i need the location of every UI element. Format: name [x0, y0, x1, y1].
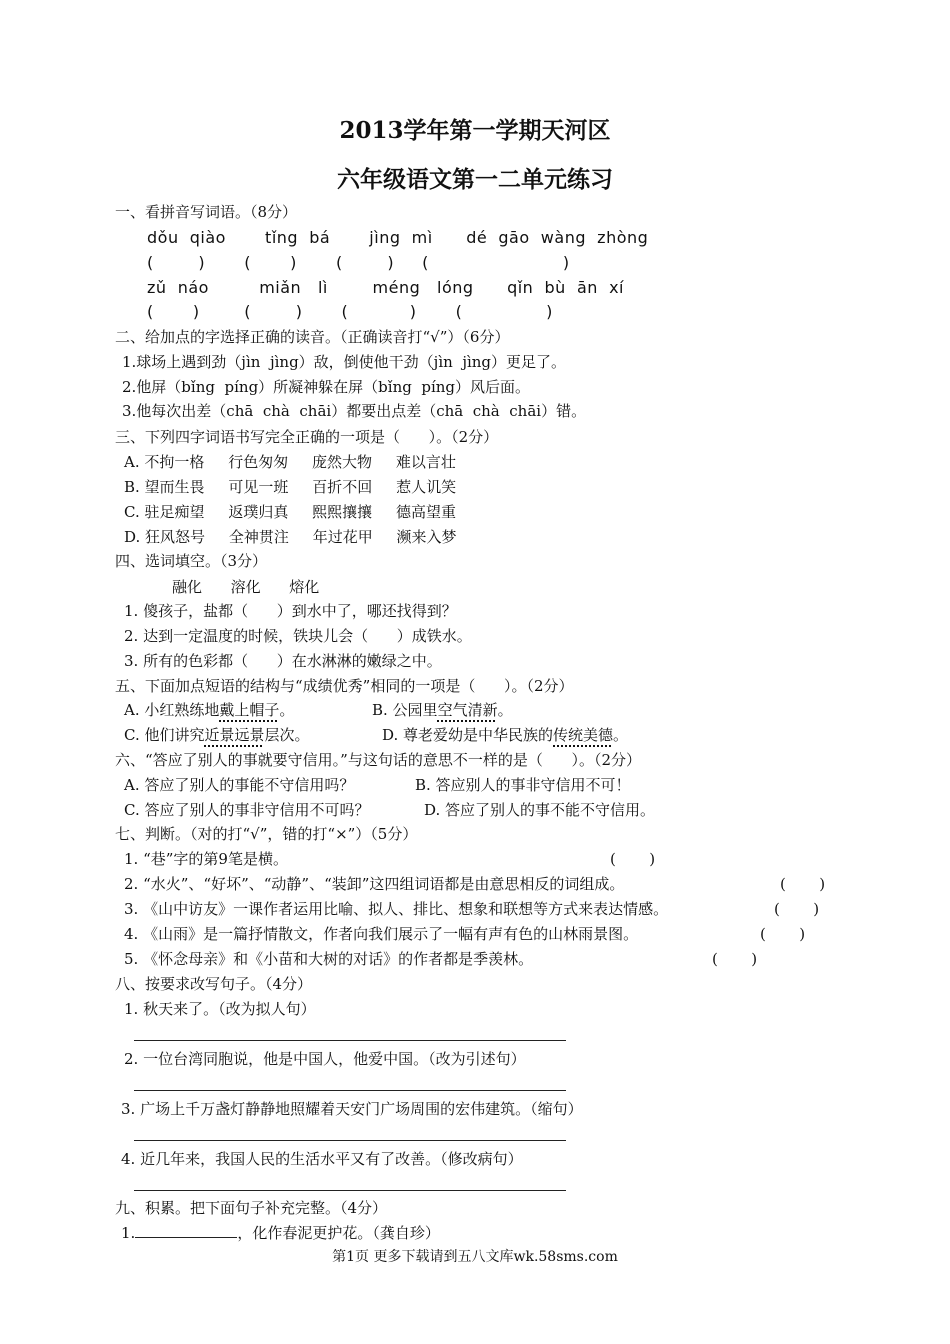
section-2-q3: 3.他每次出差（chā chà chāi）都要出点差（chā chà chāi）错。 — [122, 402, 587, 420]
section-5-heading: 五、下面加点短语的结构与“成绩优秀”相同的一项是（ ）。（2分） — [115, 677, 574, 695]
fill-in-blank[interactable] — [135, 1223, 237, 1238]
section-3-option-a: A. 不拘一格 行色匆匆 庞然大物 难以言壮 — [124, 453, 456, 471]
section-6-option-b: B. 答应别人的事非守信用不可！ — [415, 776, 631, 794]
section-6-heading: 六、“答应了别人的事就要守信用。”与这句话的意思不一样的是（ ）。（2分） — [115, 751, 641, 769]
section-1-heading: 一、看拼音写词语。（8分） — [115, 203, 298, 221]
answer-paren[interactable]: ( ) — [760, 925, 806, 943]
section-3-option-d: D. 狂风怒号 全神贯注 年过花甲 濒来入梦 — [124, 528, 457, 546]
answer-paren[interactable]: ( ) — [774, 900, 820, 918]
section-8-heading: 八、按要求改写句子。（4分） — [115, 975, 313, 993]
bracket-row-2: ( ) ( ) ( ) ( ) — [147, 302, 553, 321]
section-4-q3: 3. 所有的色彩都（ ）在水淋淋的嫩绿之中。 — [124, 652, 442, 670]
section-4-q1: 1. 傻孩子，盐都（ ）到水中了，哪还找得到？ — [124, 602, 457, 620]
section-3-option-c: C. 驻足痴望 返璞归真 熙熙攘攘 德高望重 — [124, 503, 457, 521]
section-6-option-a: A. 答应了别人的事能不守信用吗？ — [124, 776, 355, 794]
dotted-phrase: 戴上帽子 — [219, 701, 280, 719]
section-2-heading: 二、给加点的字选择正确的读音。（正确读音打“√”）（6分） — [115, 328, 510, 346]
answer-line[interactable] — [134, 1090, 566, 1091]
section-4-q2: 2. 达到一定温度的时候，铁块儿会（ ）成铁水。 — [124, 627, 472, 645]
section-9-heading: 九、积累。把下面句子补充完整。（4分） — [115, 1199, 388, 1217]
section-3-option-b: B. 望而生畏 可见一班 百折不回 惹人讥笑 — [124, 478, 457, 496]
section-6-option-d: D. 答应了别人的事不能不守信用。 — [424, 801, 656, 819]
section-5-option-a: A. 小红熟练地戴上帽子。 — [124, 701, 295, 719]
answer-line[interactable] — [134, 1140, 566, 1141]
page-footer: 第1页 更多下载请到五八文库wk.58sms.com — [332, 1249, 618, 1265]
dotted-phrase: 空气清新 — [437, 701, 498, 719]
page-title: 2013学年第一学期天河区 — [339, 117, 611, 144]
pinyin-row-2: zǔ náo miǎn lì méng lóng qǐn bù ān xí — [147, 278, 624, 297]
section-4-word-choices: 融化 溶化 熔化 — [172, 578, 320, 596]
bracket-row-1: ( ) ( ) ( ) ( ) — [147, 253, 570, 272]
section-5-option-c: C. 他们讲究近景远景层次。 — [124, 726, 310, 744]
section-8-q4: 4. 近几年来，我国人民的生活水平又有了改善。（修改病句） — [121, 1150, 523, 1168]
section-7-q4: 4. 《山雨》是一篇抒情散文，作者向我们展示了一幅有声有色的山林雨景图。 — [124, 925, 639, 943]
section-9-q1: 1. ，化作春泥更护花。（龚自珍） — [121, 1224, 440, 1242]
section-8-q1: 1. 秋天来了。（改为拟人句） — [124, 1000, 316, 1018]
pinyin-row-1: dǒu qiào tǐng bá jìng mì dé gāo wàng zhòng — [147, 228, 649, 247]
answer-line[interactable] — [134, 1040, 566, 1041]
section-7-q3: 3. 《山中访友》一课作者运用比喻、拟人、排比、想象和联想等方式来表达情感。 — [124, 900, 669, 918]
section-7-q2: 2. “水火”、“好坏”、“动静”、“装卸”这四组词语都是由意思相反的词组成。 — [124, 875, 625, 893]
dotted-phrase: 近景远景 — [204, 726, 265, 744]
section-3-heading: 三、下列四字词语书写完全正确的一项是（ ）。（2分） — [115, 428, 499, 446]
section-4-heading: 四、选词填空。（3分） — [115, 552, 268, 570]
section-7-q5: 5. 《怀念母亲》和《小苗和大树的对话》的作者都是季羡林。 — [124, 950, 534, 968]
section-7-heading: 七、判断。（对的打“√”，错的打“×”）（5分） — [115, 825, 418, 843]
answer-line[interactable] — [134, 1190, 566, 1191]
section-8-q3: 3. 广场上千万盏灯静静地照耀着天安门广场周围的宏伟建筑。（缩句） — [121, 1100, 583, 1118]
section-5-option-b: B. 公园里空气清新。 — [372, 701, 513, 719]
section-7-q1: 1. “巷”字的第9笔是横。 — [124, 850, 288, 868]
answer-paren[interactable]: ( ) — [712, 950, 758, 968]
section-8-q2: 2. 一位台湾同胞说，他是中国人，他爱中国。（改为引述句） — [124, 1050, 526, 1068]
dotted-phrase: 传统美德 — [553, 726, 614, 744]
section-2-q1: 1.球场上遇到劲（jìn jìng）敌，倒使他干劲（jìn jìng）更足了。 — [122, 353, 567, 371]
answer-paren[interactable]: ( ) — [780, 875, 826, 893]
section-2-q2: 2.他屏（bǐng píng）所凝神躲在屏（bǐng píng）风后面。 — [122, 378, 531, 396]
answer-paren[interactable]: ( ) — [610, 850, 656, 868]
section-5-option-d: D. 尊老爱幼是中华民族的传统美德。 — [382, 726, 629, 744]
page-subtitle: 六年级语文第一二单元练习 — [337, 166, 613, 193]
section-6-option-c: C. 答应了别人的事非守信用不可吗？ — [124, 801, 370, 819]
